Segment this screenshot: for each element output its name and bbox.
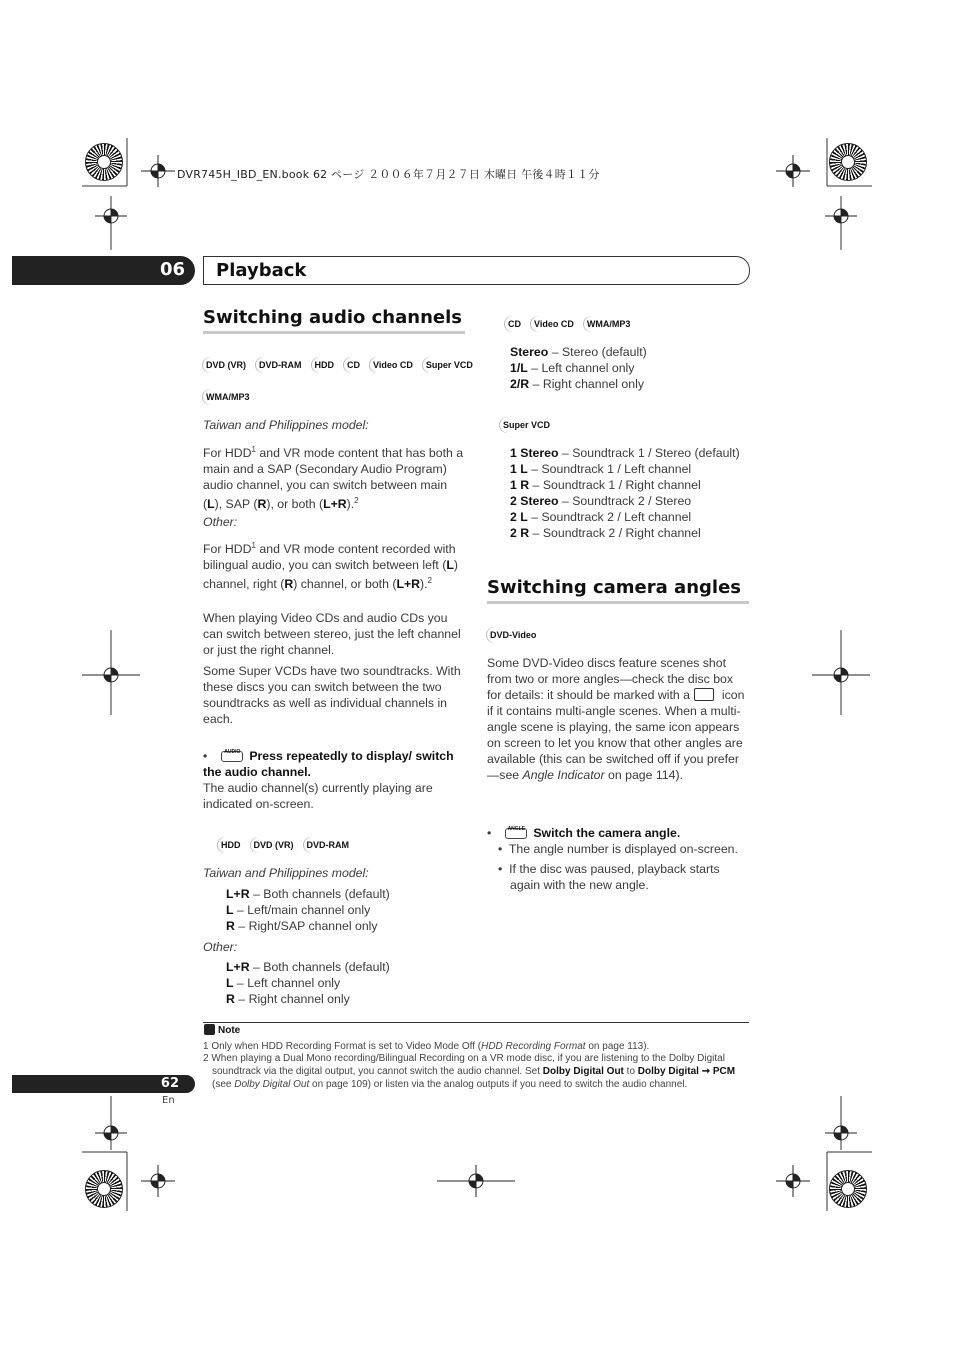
disc-badges-audio-3	[218, 837, 352, 853]
disc-badge: DVD (VR)	[203, 357, 249, 373]
disc-badge: DVD (VR)	[251, 837, 297, 853]
paragraph-video-cd: When playing Video CDs and audio CDs you can switch between stereo, just the left channel or just the right channel.	[203, 611, 461, 657]
disc-badges-right-1	[505, 316, 633, 332]
disc-badge: WMA/MP3	[584, 316, 634, 332]
disc-badge: HDD	[312, 357, 338, 373]
model-label-other-2: Other:	[203, 940, 238, 954]
list-item: 2 R – Soundtrack 2 / Right channel	[510, 526, 701, 540]
list-item: L – Left/main channel only	[226, 903, 371, 917]
model-label-taiwan-2: Taiwan and Philippines model:	[203, 866, 369, 880]
audio-button-icon: AUDIO	[221, 751, 243, 762]
chapter-title-bar	[203, 256, 750, 285]
disc-badge: DVD-Video	[487, 627, 539, 643]
list-item: L – Left channel only	[226, 976, 341, 990]
page-number: 62	[160, 1076, 179, 1091]
list-item: Stereo – Stereo (default)	[510, 345, 647, 359]
disc-badge: Video CD	[531, 316, 577, 332]
section-heading-audio-channels: Switching audio channels	[203, 307, 462, 328]
cd-options-list	[510, 344, 748, 392]
model-label-taiwan: Taiwan and Philippines model:	[203, 418, 369, 432]
list-item: R – Right/SAP channel only	[226, 919, 378, 933]
page-language: En	[162, 1095, 175, 1106]
file-header: DVR745H_IBD_EN.book 62 ページ ２００６年７月２７日 木曜日 午後４時１１分	[177, 168, 600, 181]
chapter-number: 06	[159, 259, 185, 280]
footnote-1: 1 Only when HDD Recording Format is set to Video Mode Off (HDD Recording Format on page 113).	[203, 1041, 650, 1052]
disc-badge: WMA/MP3	[203, 389, 253, 405]
taiwan-options-list	[226, 886, 466, 934]
paragraph-camera-angles: Some DVD-Video discs feature scenes shot from two or more angles—check the disc box for details: it should be marked with a icon if it contains multi-angle scenes. When a multi-angle scene is playing, the same icon appears on screen to let you know that other angles are available (this can be switched off if you prefer—see Angle Indicator on page 114).	[487, 656, 745, 782]
list-item: R – Right channel only	[226, 992, 350, 1006]
disc-badges-right-2	[500, 417, 553, 433]
disc-badge: Super VCD	[423, 357, 476, 373]
list-item: 1 Stereo – Soundtrack 1 / Stereo (default)	[510, 446, 740, 460]
section-heading-camera-angles: Switching camera angles	[487, 577, 741, 598]
disc-badges-right-3	[487, 627, 539, 643]
instruction-audio-sub: The audio channel(s) currently playing are indicated on-screen.	[203, 781, 433, 811]
note-rule	[203, 1022, 749, 1023]
list-item: 2 L – Soundtrack 2 / Left channel	[510, 510, 692, 524]
other-options-list	[226, 959, 466, 1007]
paragraph-taiwan-hdd: For HDD$^1$ and VR mode content that has both a main and a SAP (Secondary Audio Program) audio channel, you can switch between main (L), SAP (R), or both (L+R).$^2$	[203, 445, 464, 512]
paragraph-super-vcd: Some Super VCDs have two soundtracks. With these discs you can switch between the two soundtracks as well as individual channels in each.	[203, 664, 461, 726]
paragraph-other-hdd: For HDD$^1$ and VR mode content recorded with bilingual audio, you can switch between left (L) channel, right (R) channel, or both (L+R).$^2$	[203, 541, 458, 592]
list-item: 2 Stereo – Soundtrack 2 / Stereo	[510, 494, 692, 508]
angle-button-icon: ANGLE	[505, 828, 527, 839]
list-item: • If the disc was paused, playback starts again with the new angle.	[498, 862, 720, 892]
instruction-audio: • AUDIO Press repeatedly to display/ switch the audio channel.	[203, 749, 454, 779]
angle-sub-bullets	[498, 841, 738, 893]
list-item: 1/L – Left channel only	[510, 361, 635, 375]
heading-rule	[203, 331, 465, 334]
list-item: 2/R – Right channel only	[510, 377, 644, 391]
disc-badge: HDD	[218, 837, 244, 853]
instruction-angle: • ANGLE Switch the camera angle.	[487, 826, 681, 840]
list-item: 1 L – Soundtrack 1 / Left channel	[510, 462, 692, 476]
disc-badge: CD	[344, 357, 363, 373]
note-icon	[204, 1024, 215, 1035]
disc-badge: CD	[505, 316, 524, 332]
camera-angle-icon	[694, 688, 714, 701]
disc-badge: DVD-RAM	[256, 357, 305, 373]
heading-rule	[487, 601, 749, 604]
page-number-tab	[12, 1075, 195, 1093]
note-label: Note	[204, 1024, 240, 1036]
disc-badges-audio-1	[203, 357, 476, 373]
list-item: L+R – Both channels (default)	[226, 887, 390, 901]
disc-badge: Video CD	[370, 357, 416, 373]
list-item: • The angle number is displayed on-screen.	[498, 842, 738, 856]
list-item: 1 R – Soundtrack 1 / Right channel	[510, 478, 701, 492]
svcd-options-list	[510, 445, 748, 541]
footnote-2: 2 When playing a Dual Mono recording/Bilingual Recording on a VR mode disc, if you are listening to the Dolby Digital soundtrack via the digital output, you cannot switch the audio channel. Set Dolby Digital Out to Dolby Digital ➞ PCM (see Dolby Digital Out on page 109) or listen via the analog outputs if you need to switch the audio channel.	[203, 1053, 736, 1090]
chapter-title: Playback	[216, 260, 307, 281]
model-label-other: Other:	[203, 515, 238, 529]
disc-badge: DVD-RAM	[304, 837, 353, 853]
disc-badge: Super VCD	[500, 417, 553, 433]
list-item: L+R – Both channels (default)	[226, 960, 390, 974]
chapter-number-tab	[12, 256, 195, 285]
disc-badges-audio-2	[203, 389, 253, 405]
